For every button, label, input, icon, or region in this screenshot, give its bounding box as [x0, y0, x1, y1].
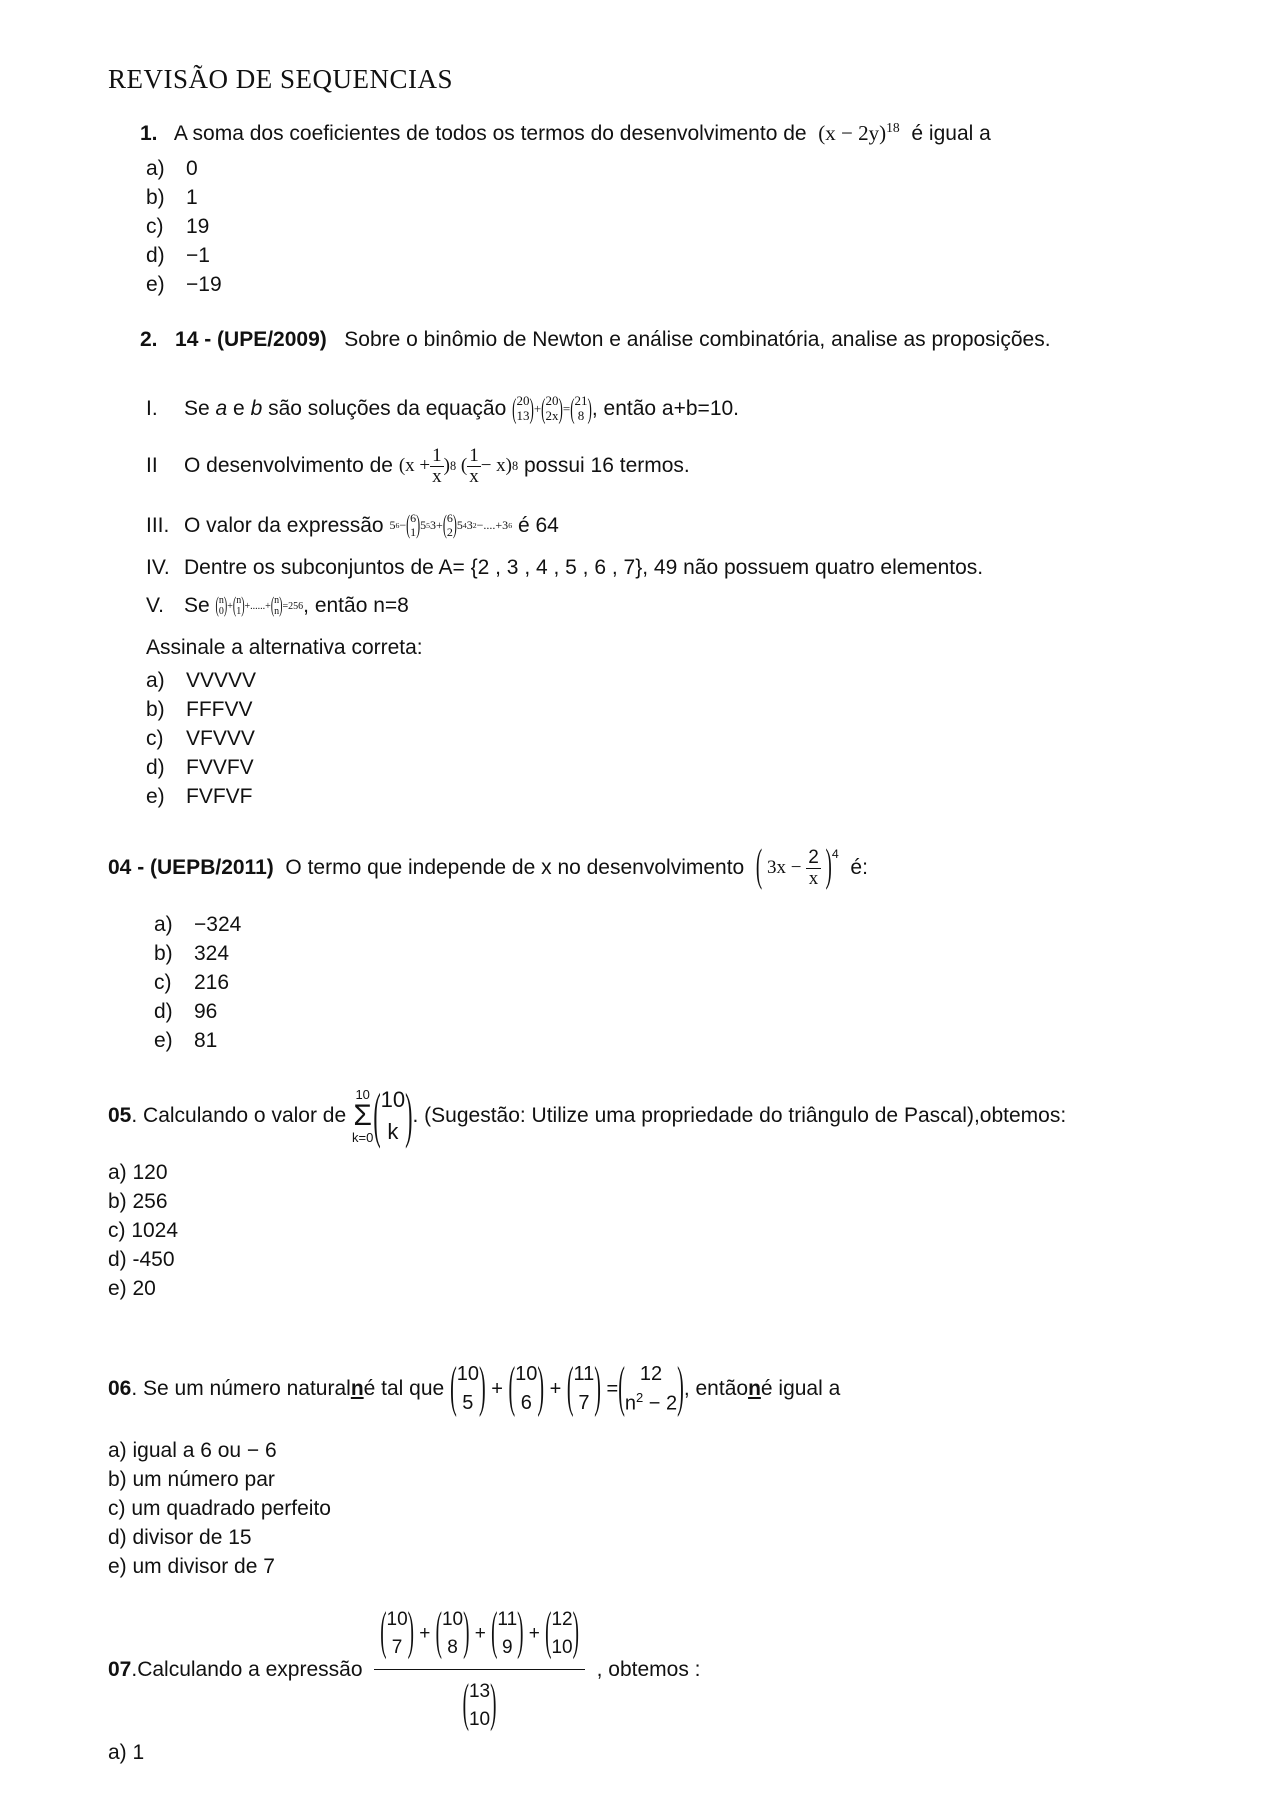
- prop-iv-number: IV.: [146, 556, 170, 579]
- prop-v-after: , então n=8: [303, 594, 409, 617]
- q6-n-2: n: [748, 1377, 761, 1401]
- prop-iii-number: III.: [146, 513, 170, 537]
- q5-option-d[interactable]: d) -450: [108, 1248, 175, 1271]
- prop-v-expression: ( n 0 ) + ( n 1 ) +......+ ( n n ) =256: [215, 593, 304, 619]
- q1-number: 1.: [140, 122, 158, 145]
- prop-i-equation: ( 20 13 ) + ( 20 2x ) = ( 21 8 ): [512, 391, 592, 425]
- q1-text: A soma dos coeficientes de todos os termos do desenvolvimento de: [173, 122, 807, 145]
- q4-expression: ( 3x − $\frac{2}{x}$ ) $^4$: [755, 842, 839, 893]
- q6-text-a: . Se um número natural: [131, 1377, 351, 1401]
- q7-expression: ( 10 7 ) + ( 10 8 ) + ( 11 9 ) + ( 12 10 ) ( 13 10 ): [374, 1606, 585, 1733]
- q6-statement: [108, 1357, 841, 1419]
- q6-option-e[interactable]: e) um divisor de 7: [108, 1555, 275, 1578]
- q5-text-after: . (Sugestão: Utilize uma propriedade do triângulo de Pascal),obtemos:: [412, 1103, 1067, 1127]
- prop-iii-after: é 64: [517, 513, 559, 537]
- q2-prop-i: [146, 391, 740, 425]
- q5-number: 05: [108, 1103, 132, 1127]
- prop-i-number: I.: [146, 396, 158, 420]
- q2-prop-ii: [146, 446, 690, 487]
- q4-option-b[interactable]: b) 324: [154, 942, 230, 965]
- q6-equation: ( 10 5 ) + ( 10 6 ) + ( 11 7 ) = ( 12 $n^2 - 2$ ): [450, 1357, 684, 1419]
- q4-option-e[interactable]: e) 81: [154, 1029, 218, 1052]
- q4-options: [154, 910, 241, 1055]
- q7-options: [108, 1738, 144, 1767]
- q6-option-a[interactable]: a) igual a 6 ou − 6: [108, 1439, 277, 1462]
- q2-source: 14 - (UPE/2009): [175, 328, 327, 351]
- q2-option-d[interactable]: d) FVVFV: [146, 756, 254, 779]
- q6-options: [108, 1436, 331, 1581]
- q5-expression: 10 Σ k=0 ( 10 k ): [352, 1079, 413, 1150]
- q1-options: [146, 154, 222, 299]
- q6-text-b: é tal que: [363, 1377, 445, 1401]
- prop-v-text: Se: [184, 594, 210, 617]
- q1-option-c[interactable]: c) 19: [146, 215, 210, 238]
- prop-ii-text: O desenvolvimento de: [184, 454, 393, 478]
- q4-option-c[interactable]: c) 216: [154, 971, 230, 994]
- q6-option-c[interactable]: c) um quadrado perfeito: [108, 1497, 331, 1520]
- prop-v-number: V.: [146, 594, 164, 617]
- q4-option-a[interactable]: a) −324: [154, 913, 242, 936]
- prop-ii-expression: (x + $\frac{1}{x}$ ) 8 ( $\frac{1}{x}$ − x) 8: [398, 445, 519, 487]
- q1-option-b[interactable]: b) 1: [146, 186, 198, 209]
- q5-option-c[interactable]: c) 1024: [108, 1219, 179, 1242]
- q7-statement: [108, 1602, 701, 1734]
- q5-option-a[interactable]: a) 120: [108, 1161, 168, 1184]
- q1-text-after: é igual a: [911, 122, 991, 145]
- q2-options: [146, 666, 256, 811]
- q2-prop-v: [146, 594, 409, 618]
- q4-text-after: é:: [850, 856, 868, 880]
- q2-prop-iii: [146, 509, 559, 541]
- q5-option-e[interactable]: e) 20: [108, 1277, 156, 1300]
- q7-text: .Calculando a expressão: [131, 1657, 363, 1681]
- q4-option-d[interactable]: d) 96: [154, 1000, 218, 1023]
- q7-option-a[interactable]: a) 1: [108, 1741, 145, 1764]
- page-title: REVISÃO DE SEQUENCIAS: [108, 64, 454, 94]
- prop-iii-expression: 5 6 − ( 6 1 ) 5 5 3+ ( 6 2 ) 5 4 3 2 −....+3 6: [389, 509, 513, 541]
- q2-text: Sobre o binômio de Newton e análise combinatória, analise as proposições.: [344, 328, 1051, 351]
- q6-text-after-a: , então: [683, 1377, 749, 1401]
- q1-statement: [140, 120, 991, 146]
- prop-i-text: Se a e b são soluções da equação: [184, 396, 507, 420]
- q2-prop-iv: [146, 556, 983, 580]
- q2-option-c[interactable]: c) VFVVV: [146, 727, 255, 750]
- q2-option-b[interactable]: b) FFFVV: [146, 698, 253, 721]
- q5-option-b[interactable]: b) 256: [108, 1190, 168, 1213]
- q6-option-d[interactable]: d) divisor de 15: [108, 1526, 252, 1549]
- q2-option-e[interactable]: e) FVFVF: [146, 785, 253, 808]
- prop-iii-text: O valor da expressão: [184, 513, 384, 537]
- q2-number: 2.: [140, 328, 158, 351]
- q1-expression: $(x - 2y)^{18}$: [818, 120, 900, 145]
- q1-option-e[interactable]: e) −19: [146, 273, 222, 296]
- q6-option-b[interactable]: b) um número par: [108, 1468, 275, 1491]
- prop-i-after: , então a+b=10.: [591, 396, 740, 420]
- q5-options: [108, 1158, 178, 1303]
- q1-option-d[interactable]: d) −1: [146, 244, 210, 267]
- prop-ii-number: II: [146, 454, 158, 478]
- q6-n: n: [350, 1377, 364, 1401]
- q2-option-a[interactable]: a) VVVVV: [146, 669, 257, 692]
- q2-statement: [140, 328, 1051, 352]
- q4-text: O termo que independe de x no desenvolvimento: [285, 856, 745, 880]
- q4-statement: [108, 842, 868, 893]
- q5-text: . Calculando o valor de: [131, 1103, 347, 1127]
- prop-ii-after: possui 16 termos.: [524, 454, 690, 478]
- q4-source: 04 - (UEPB/2011): [108, 856, 274, 880]
- q6-number: 06: [108, 1377, 132, 1401]
- q2-prompt: Assinale a alternativa correta:: [146, 636, 423, 659]
- q5-statement: [108, 1079, 1067, 1150]
- q7-text-after: , obtemos :: [596, 1657, 701, 1681]
- q7-number: 07: [108, 1657, 132, 1681]
- prop-iv-text: Dentre os subconjuntos de A= {2 , 3 , 4 , 5 , 6 , 7}, 49 não possuem quatro elementos.: [184, 556, 984, 579]
- q1-option-a[interactable]: a) 0: [146, 157, 198, 180]
- q6-text-after-b: é igual a: [760, 1377, 841, 1401]
